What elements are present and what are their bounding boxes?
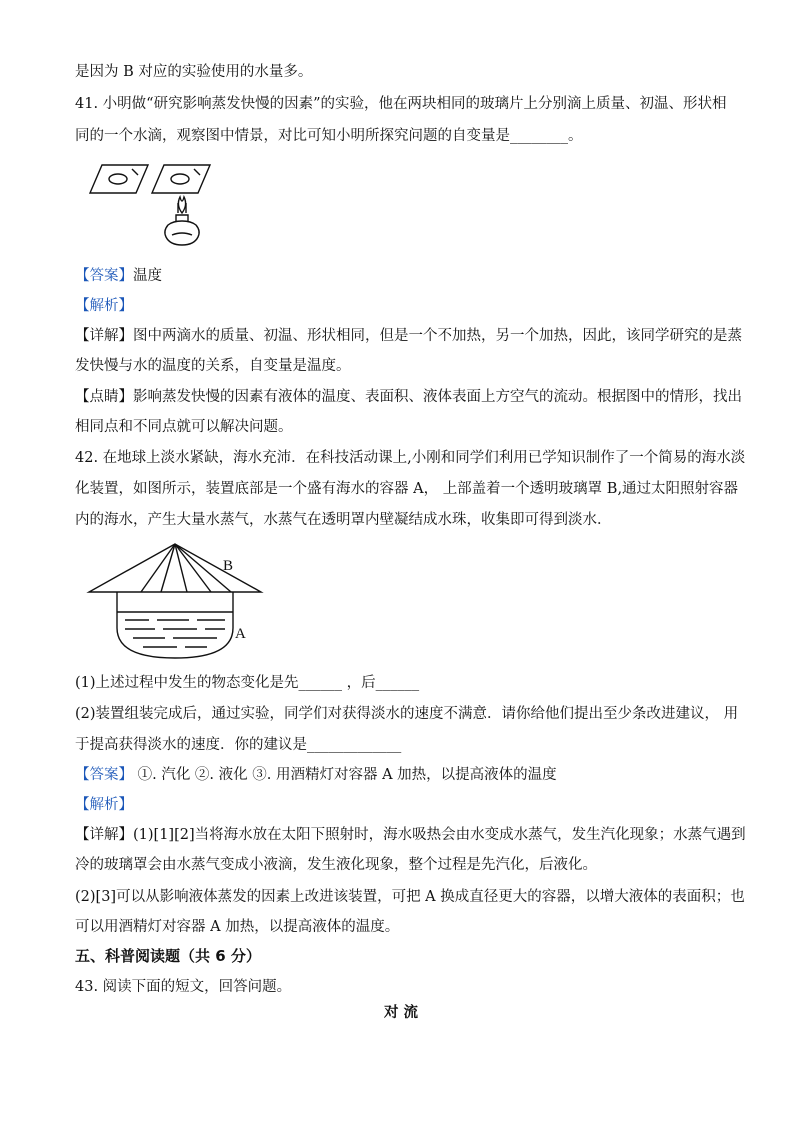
detail-row-42-cont3: 可以用酒精灯对容器 A 加热，以提高液体的温度。 [75, 919, 400, 935]
analysis-row-42 [75, 795, 133, 815]
label-a: A [235, 626, 246, 642]
glass-slide-left [90, 165, 148, 193]
detail-text: 图中两滴水的质量、初温、形状相同，但是一个不加热，另一个加热，因此，该同学研究的是蒸 [133, 328, 742, 344]
question-42-text-cont: 化装置，如图所示，装置底部是一个盛有海水的容器 A， 上部盖着一个透明玻璃罩 B,通过太阳照射容器 [75, 481, 739, 497]
section-heading: 五、科普阅读题（共 6 分） [75, 947, 261, 965]
detail-row-41 [75, 326, 742, 346]
question-42-part1: (1)上述过程中发生的物态变化是先______ ，后______ [75, 675, 420, 691]
question-41-text-cont: 同的一个水滴，观察图中情景，对比可知小明所探究问题的自变量是________。 [75, 128, 583, 144]
analysis-tag: 【解析】 [75, 298, 133, 314]
detail-tag: 【详解】 [75, 328, 133, 344]
question-42-part2: (2)装置组装完成后，通过实验，同学们对获得淡水的速度不满意．请你给他们提出至少条改进建议， 用 [75, 706, 739, 722]
question-43-text: 43. 阅读下面的短文，回答问题。 [75, 979, 292, 995]
label-b: B [223, 558, 234, 574]
detail-row-41-cont: 发快慢与水的温度的关系，自变量是温度。 [75, 358, 351, 374]
article-title: 对 流 [384, 1004, 419, 1021]
detail-tag: 【详解】 [75, 827, 133, 843]
answer-row-42 [75, 765, 557, 785]
question-41-text: 41. 小明做“研究影响蒸发快慢的因素”的实验，他在两块相同的玻璃片上分别滴上质量、初温、形状相 [75, 96, 727, 112]
comment-row-41 [75, 387, 742, 407]
question-42-text: 42. 在地球上淡水紧缺，海水充沛．在科技活动课上,小刚和同学们利用已学知识制作了一个简易的海水淡 [75, 450, 746, 466]
detail-row-42-cont2: (2)[3]可以从影响液体蒸发的因素上改进该装置，可把 A 换成直径更大的容器，以增大液体的表面积；也 [75, 889, 745, 905]
question-42-text-cont2: 内的海水，产生大量水蒸气，水蒸气在透明罩内壁凝结成水珠，收集即可得到淡水． [75, 512, 612, 528]
evaporation-figure [88, 155, 218, 255]
water-drop-right [171, 174, 189, 184]
detail-row-42 [75, 825, 746, 845]
desalination-figure [85, 540, 285, 670]
detail-text: (1)[1][2]当将海水放在太阳下照射时，海水吸热会由水变成水蒸气，发生汽化现象；水蒸气遇到 [133, 827, 746, 843]
answer-text: 温度 [133, 268, 162, 284]
comment-row-41-cont: 相同点和不同点就可以解决问题。 [75, 419, 293, 435]
answer-tag: 【答案】 [75, 767, 133, 783]
answer-row-41 [75, 266, 162, 286]
comment-tag: 【点睛】 [75, 389, 133, 405]
container-a [117, 592, 233, 658]
comment-text: 影响蒸发快慢的因素有液体的温度、表面积、液体表面上方空气的流动。根据图中的情形，找出 [133, 389, 742, 405]
analysis-tag: 【解析】 [75, 797, 133, 813]
answer-tag: 【答案】 [75, 268, 133, 284]
text-line: 是因为 B 对应的实验使用的水量多。 [75, 64, 313, 80]
analysis-row-41 [75, 296, 133, 316]
question-42-part2-cont: 于提高获得淡水的速度．你的建议是_____________ [75, 737, 402, 753]
detail-row-42-cont: 冷的玻璃罩会由水蒸气变成小液滴，发生液化现象，整个过程是先汽化，后液化。 [75, 857, 597, 873]
flame [178, 197, 185, 213]
glass-slide-right [152, 165, 210, 193]
water-drop-left [109, 174, 127, 184]
glass-cover-b [89, 544, 261, 592]
answer-text: ①. 汽化 ②. 液化 ③. 用酒精灯对容器 A 加热，以提高液体的温度 [133, 767, 557, 783]
